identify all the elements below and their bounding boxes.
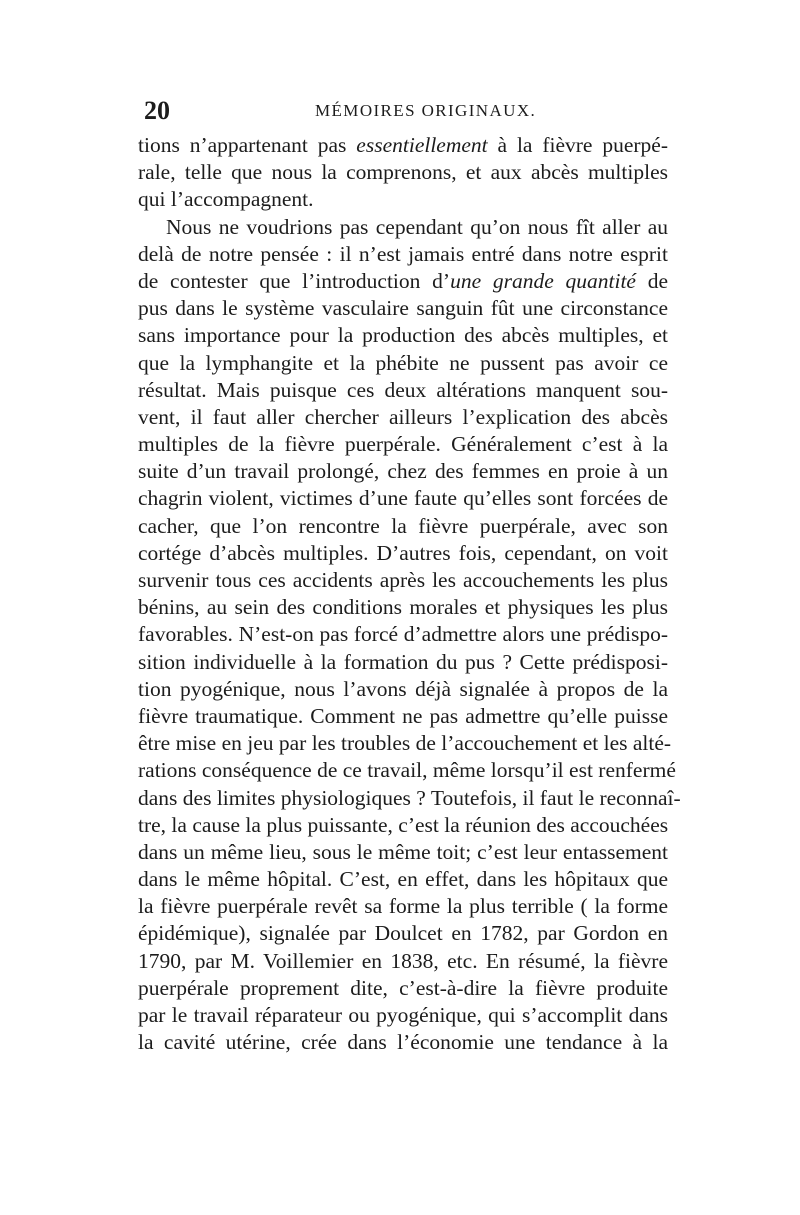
text-line: pus dans le système vasculaire sanguin fût une circonstance (138, 296, 668, 321)
text-line: tion pyogénique, nous l’avons déjà signalée à propos de la (138, 676, 668, 701)
text-line: être mise en jeu par les troubles de l’accouchement et les alté- (138, 731, 672, 756)
text-line: Nous ne voudrions pas cependant qu’on nous fît aller au (166, 214, 668, 239)
emphasis-text: essentiellement (356, 133, 488, 157)
text-line: delà de notre pensée : il n’est jamais entré dans notre esprit (138, 241, 668, 266)
text-line: résultat. Mais puisque ces deux altérations manquent sou- (138, 377, 668, 402)
text-line: vent, il faut aller chercher ailleurs l’explication des abcès (138, 404, 668, 429)
text-line: 1790, par M. Voillemier en 1838, etc. En résumé, la fièvre (138, 948, 668, 973)
text-line: sans importance pour la production des abcès multiples, et (138, 323, 668, 348)
text-line: épidémique), signalée par Doulcet en 1782, par Gordon en (138, 921, 668, 946)
text-line: multiples de la fièvre puerpérale. Généralement c’est à la (138, 432, 668, 457)
text-line: survenir tous ces accidents après les accouchements les plus (138, 568, 668, 592)
text-line: que la lymphangite et la phébite ne pussent pas avoir ce (138, 350, 668, 375)
text-line: chagrin violent, victimes d’une faute qu’elles sont forcées de (138, 486, 668, 511)
text-line: tre, la cause la plus puissante, c’est la réunion des accouchées (138, 812, 669, 837)
running-head (138, 96, 668, 126)
text-line: dans des limites physiologiques ? Toutefois, il faut le reconnaî- (138, 785, 681, 810)
running-title: MÉMOIRES ORIGINAUX. (315, 101, 537, 120)
text-line: favorables. N’est-on pas forcé d’admettre alors une prédispo- (138, 622, 668, 647)
text-line: tions n’appartenant pas essentiellement à la fièvre puerpé- (138, 133, 668, 157)
text-line: sition individuelle à la formation du pus ? Cette prédisposi- (138, 649, 668, 674)
text-line: bénins, au sein des conditions morales et physiques les plus (138, 595, 668, 620)
emphasis-text: une grande quantité (450, 268, 636, 293)
text-line: fièvre traumatique. Comment ne pas admettre qu’elle puisse (138, 703, 668, 728)
text-line: par le travail réparateur ou pyogénique, qui s’accomplit dans (138, 1003, 668, 1027)
text-line: dans le même hôpital. C’est, en effet, dans les hôpitaux que (138, 867, 668, 892)
text-line: puerpérale proprement dite, c’est-à-dire la fièvre produite (138, 975, 668, 1000)
text-line: dans un même lieu, sous le même toit; c’est leur entassement (138, 839, 668, 864)
text-line: cacher, que l’on rencontre la fièvre puerpérale, avec son (138, 513, 668, 538)
text-line: rations conséquence de ce travail, même lorsqu’il est renfermé (138, 758, 676, 783)
body-text (138, 132, 681, 1056)
text-line: qui l’accompagnent. (138, 187, 314, 212)
text-line: suite d’un travail prolongé, chez des femmes en proie à un (138, 459, 668, 484)
text-line: la fièvre puerpérale revêt sa forme la plus terrible ( la forme (138, 894, 668, 919)
text-line: la cavité utérine, crée dans l’économie une tendance à la (138, 1030, 668, 1055)
text-line: cortége d’abcès multiples. D’autres fois, cependant, on voit (138, 540, 668, 565)
page-number: 20 (144, 96, 170, 125)
text-line: rale, telle que nous la comprenons, et aux abcès multiples (138, 160, 668, 185)
text-line: de contester que l’introduction d’une grande quantité de (138, 268, 669, 293)
